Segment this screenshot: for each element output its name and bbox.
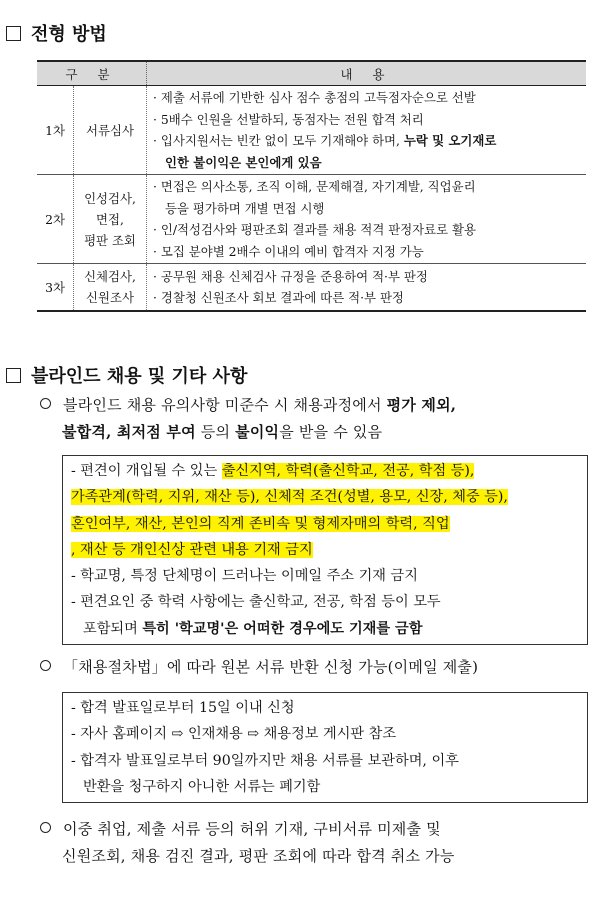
circle-bullet-icon — [40, 660, 51, 671]
content-line: · 모집 분야별 2배수 이내의 예비 합격자 지정 가능 — [153, 243, 424, 259]
section-title: 블라인드 채용 및 기타 사항 — [31, 366, 248, 387]
table-row — [37, 86, 586, 175]
category-cell — [74, 264, 147, 312]
blind-hiring-notice: 블라인드 채용 유의사항 미준수 시 채용과정에서 평가 제외, 불합격, 최저점 부여 등의 불이익을 받을 수 있음 — [40, 392, 590, 446]
document-return-box: - 합격 발표일로부터 15일 이내 신청 - 자사 홈페이지 ⇨ 인재채용 ⇨ 채용정보 게시판 참조 - 합격자 발표일로부터 90일까지만 채용 서류를 보관하며, 이후 반환을 청구하지 아니한 서류는 폐기함 — [62, 692, 588, 803]
cancellation-notice: 이중 취업, 제출 서류 등의 허위 기재, 구비서류 미제출 및 신원조회, 채용 검진 결과, 평판 조회에 따라 합격 취소 가능 — [40, 816, 590, 870]
content-cell — [147, 175, 587, 264]
section-heading-selection-method — [6, 20, 107, 46]
step-cell: 2차 — [37, 175, 74, 264]
category-cell — [74, 86, 147, 175]
content-line: · 5배수 인원을 선발하되, 동점자는 전원 합격 처리 — [153, 111, 424, 127]
category-line: 서류심사 — [86, 122, 134, 138]
category-line: 인성검사, — [84, 190, 136, 206]
header-content: 내 용 — [147, 61, 587, 86]
table-row — [37, 264, 586, 312]
circle-bullet-icon — [40, 398, 51, 409]
square-bullet-icon — [6, 26, 21, 41]
square-bullet-icon — [6, 368, 21, 383]
step-cell: 1차 — [37, 86, 74, 175]
content-cell — [147, 264, 587, 312]
circle-bullet-icon — [40, 822, 51, 833]
step-cell: 3차 — [37, 264, 74, 312]
content-line: · 인/적성검사와 평판조회 결과를 채용 적격 판정자료로 활용 — [153, 222, 476, 237]
section-title: 전형 방법 — [31, 24, 107, 45]
category-line: 평판 조회 — [84, 232, 136, 248]
category-line: 신원조사 — [86, 290, 134, 305]
header-category: 구 분 — [37, 61, 147, 86]
category-line: 신체검사, — [84, 269, 136, 284]
category-cell — [74, 175, 147, 264]
section-heading-blind-hiring — [6, 362, 247, 388]
content-line: · 제출 서류에 기반한 심사 점수 총점의 고득점자순으로 선발 — [153, 90, 476, 105]
content-line: · 공무원 채용 신체검사 규정을 준용하여 적·부 판정 — [153, 268, 428, 284]
content-line: · 경찰청 신원조사 회보 결과에 따른 적·부 판정 — [153, 290, 404, 305]
content-line: 인한 불이익은 본인에게 있음 — [165, 154, 322, 170]
table-header-row — [37, 61, 586, 86]
content-line: · 면접은 의사소통, 조직 이해, 문제해결, 자기계발, 직업윤리 — [153, 179, 476, 194]
content-cell — [147, 86, 587, 175]
category-line: 면접, — [96, 211, 124, 227]
selection-process-table — [37, 60, 586, 312]
content-line: · 입사지원서는 빈칸 없이 모두 기재해야 하며, 누락 및 오기재로 — [153, 133, 497, 148]
content-line: 등을 평가하며 개별 면접 시행 — [165, 200, 325, 216]
document-return-notice: 「채용절차법」에 따라 원본 서류 반환 신청 가능(이메일 제출) — [40, 654, 590, 681]
prohibited-info-box: - 편견이 개입될 수 있는 출신지역, 학력(출신학교, 전공, 학점 등), 가족관계(학력, 지위, 재산 등), 신체적 조건(성별, 용모, 신장, 체중 등), 혼인여부, 재산, 본인의 직계 존비속 및 형제자매의 학력, 직업 , 재산 등 개인신상 관련 내용 기재 금지 - 학교명, 특정 단체명이 드러나는 이메일 주소 기재 금지 - 편견요인 중 학력 사항에는 출신학교, 전공, 학점 등이 모두 포함되며 특히 '학교명'은 어떠한 경우에도 기재를 금함 — [62, 455, 588, 645]
table-row — [37, 175, 586, 264]
